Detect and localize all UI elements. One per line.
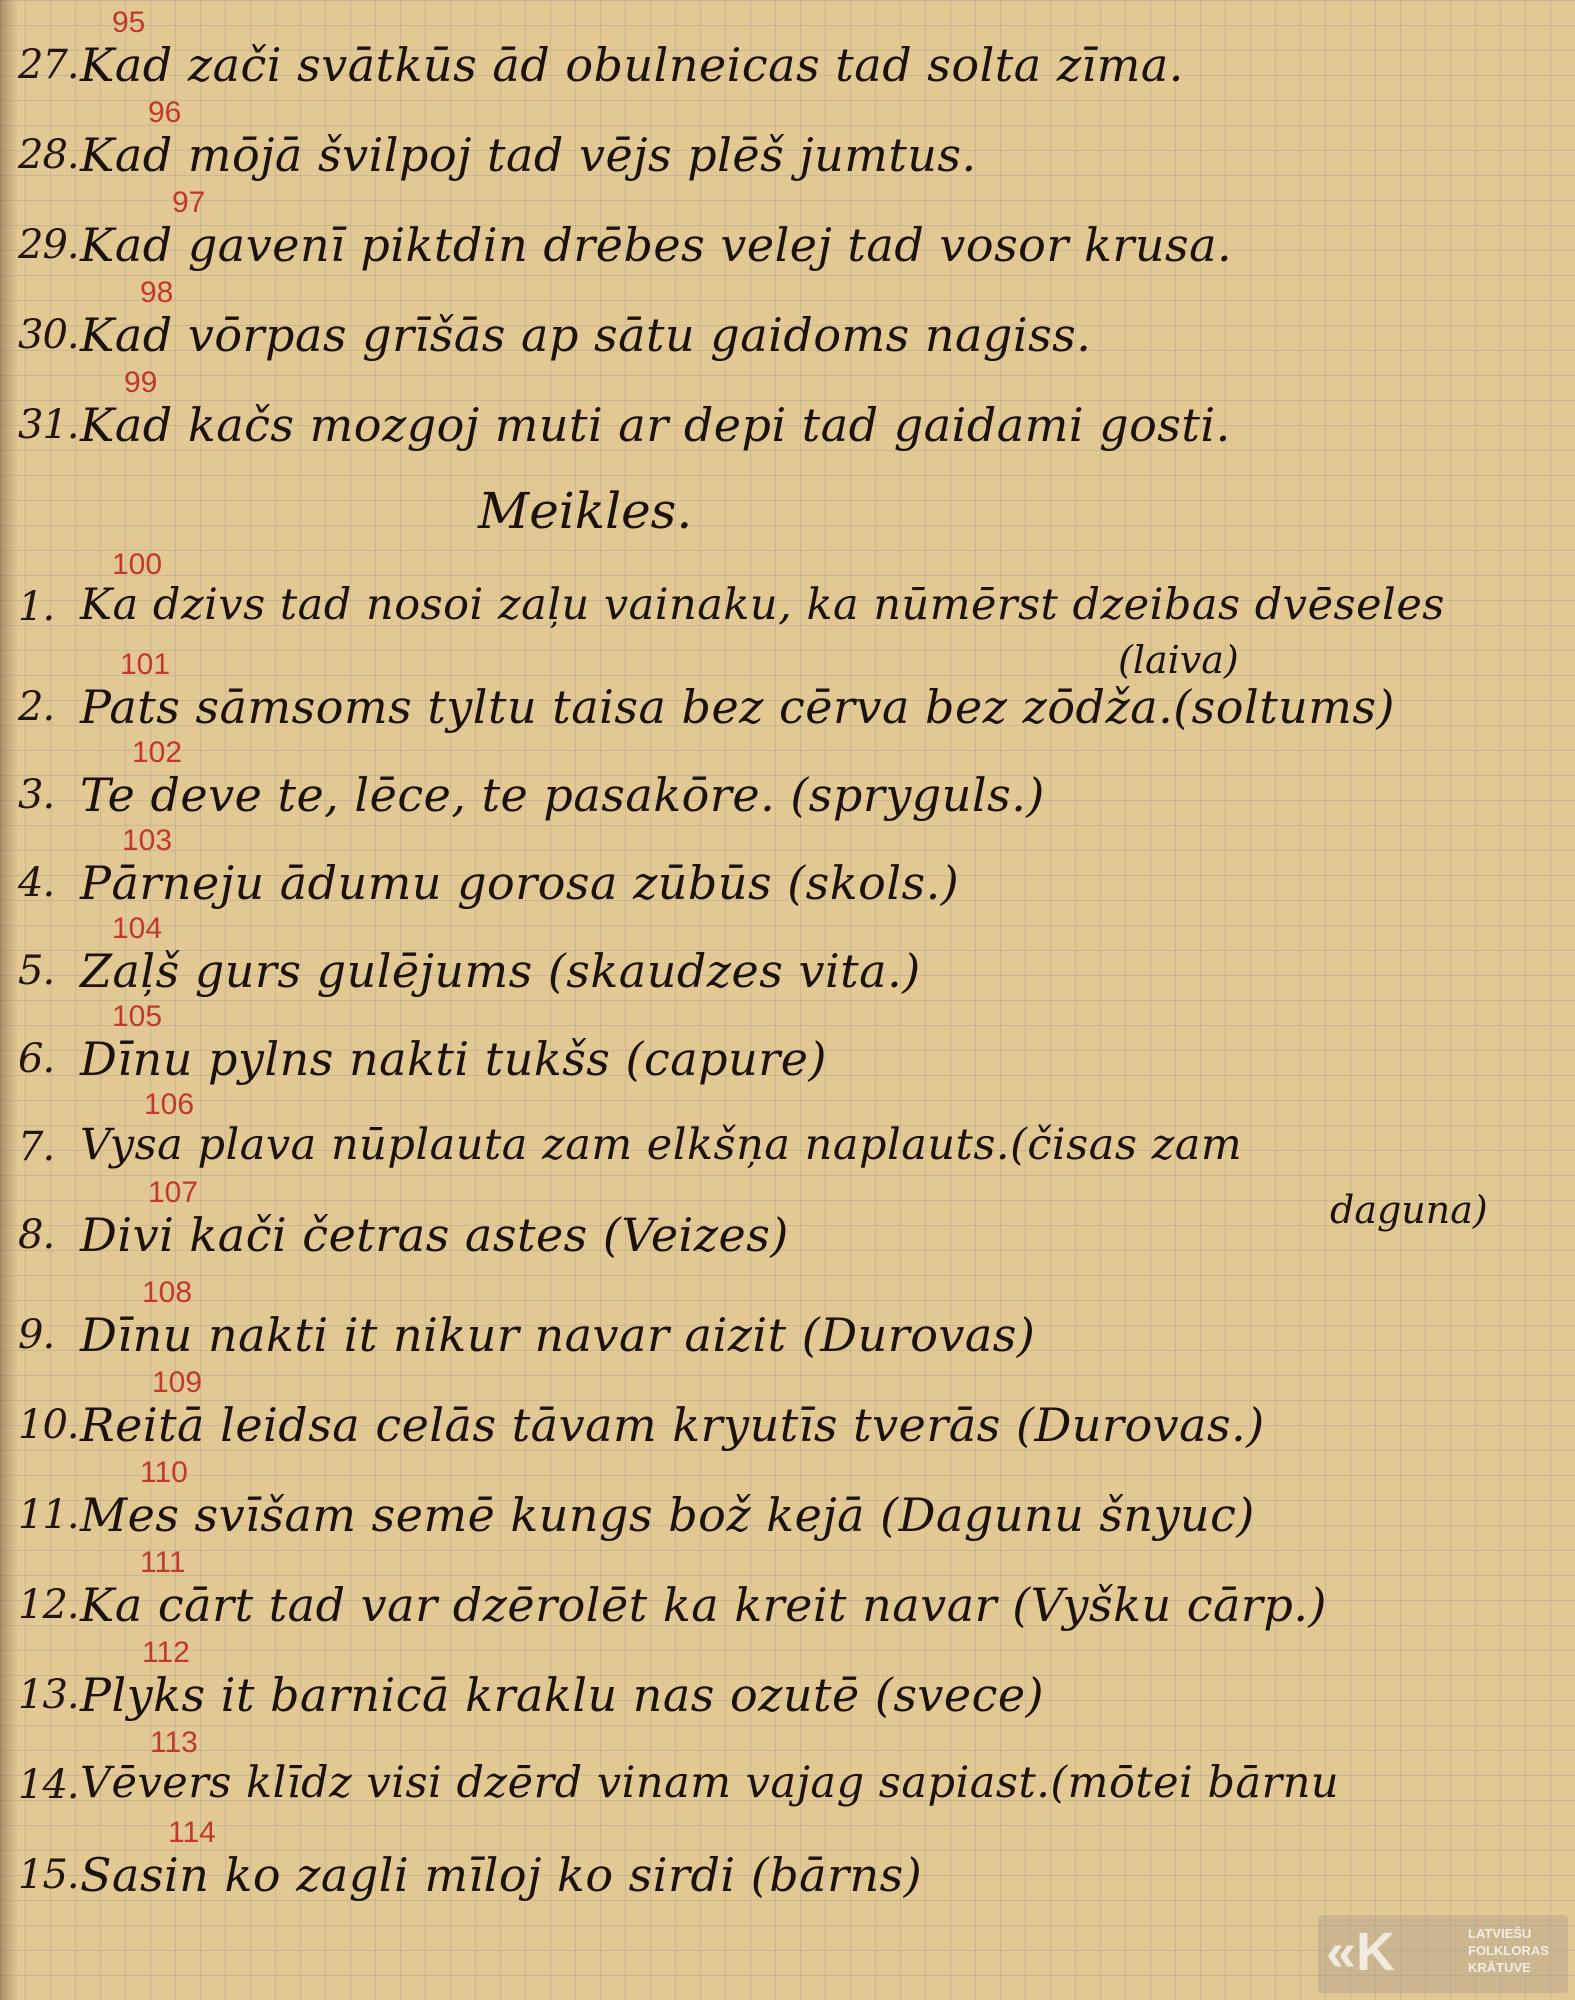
entry-number: 10. <box>18 1402 79 1448</box>
entry-text: Zaļš gurs gulējums (skaudzes vita.) <box>80 944 921 998</box>
archive-ref-number: 105 <box>112 1000 163 1033</box>
entry-text: Plyks it barnicā kraklu nas ozutē (svece) <box>80 1668 1045 1722</box>
entry-number: 28. <box>18 132 79 178</box>
entry-text: Pārneju ādumu gorosa zūbūs (skols.) <box>80 856 960 910</box>
list-item <box>0 912 1575 1012</box>
archive-ref-number: 112 <box>142 1636 190 1669</box>
archive-ref-number: 113 <box>150 1726 198 1759</box>
entry-number: 4. <box>18 860 55 906</box>
entry-number: 12. <box>18 1582 79 1628</box>
entry-number: 29. <box>18 222 79 268</box>
entry-number: 5. <box>18 948 55 994</box>
archive-ref-number: 106 <box>144 1088 195 1121</box>
entry-text: Kad gavenī piktdin drēbes velej tad vosor krusa. <box>80 218 1233 272</box>
list-item <box>0 736 1575 836</box>
list-item <box>0 548 1575 648</box>
list-item <box>0 1000 1575 1100</box>
list-item <box>0 1366 1575 1466</box>
archive-ref-number: 102 <box>132 736 183 769</box>
entry-text: Divi kači četras astes (Veizes) <box>80 1208 789 1262</box>
entry-text: Sasin ko zagli mīloj ko sirdi (bārns) <box>80 1848 923 1902</box>
archive-ref-number: 103 <box>122 824 173 857</box>
margin-note-answer: (laiva) <box>1118 638 1239 682</box>
logo-text: LATVIEŠU FOLKLORAS KRĀTUVE <box>1468 1926 1549 1975</box>
list-item <box>0 1176 1575 1276</box>
list-item <box>0 1456 1575 1556</box>
entry-text: Reitā leidsa celās tāvam kryutīs tverās (Durovas.) <box>80 1398 1265 1452</box>
entry-number: 2. <box>18 684 55 730</box>
archive-ref-number: 110 <box>140 1456 188 1489</box>
entry-text: Ka dzivs tad nosoi zaļu vainaku, ka nūmērst dzeibas dvēseles <box>80 580 1445 630</box>
list-item <box>0 186 1575 286</box>
archive-ref-number: 108 <box>142 1276 193 1309</box>
entry-text: Dīnu pylns nakti tukšs (capure) <box>80 1032 827 1086</box>
entry-number: 7. <box>18 1124 55 1170</box>
archive-ref-number: 99 <box>124 366 158 399</box>
entry-number: 31. <box>18 402 79 448</box>
archive-ref-number: 107 <box>148 1176 199 1209</box>
archive-ref-number: 114 <box>168 1816 216 1849</box>
archive-logo <box>1318 1915 1568 1993</box>
entry-text: Kad vōrpas grīšās ap sātu gaidoms nagiss. <box>80 308 1092 362</box>
list-item <box>0 1816 1575 1916</box>
list-item <box>0 1088 1575 1188</box>
archive-ref-number: 111 <box>140 1546 186 1579</box>
entry-number: 11. <box>18 1492 79 1538</box>
list-item <box>0 96 1575 196</box>
entry-text: Vēvers klīdz visi dzērd vinam vajag sapiast.(mōtei bārnu <box>80 1758 1340 1808</box>
entry-number: 13. <box>18 1672 79 1718</box>
entry-text: Kad kačs mozgoj muti ar depi tad gaidami gosti. <box>80 398 1231 452</box>
entry-text: Vysa plava nūplauta zam elkšņa naplauts.(čisas zam <box>80 1120 1243 1170</box>
archive-ref-number: 96 <box>148 96 182 129</box>
list-item <box>0 1276 1575 1376</box>
archive-ref-number: 98 <box>140 276 174 309</box>
entry-number: 30. <box>18 312 79 358</box>
entry-number: 15. <box>18 1852 79 1898</box>
archive-ref-number: 95 <box>112 6 146 39</box>
entry-text: Kad zači svātkūs ād obulneicas tad solta zīma. <box>80 38 1184 92</box>
list-item <box>0 1636 1575 1736</box>
archive-ref-number: 109 <box>152 1366 203 1399</box>
entry-text: Te deve te, lēce, te pasakōre. (spryguls.) <box>80 768 1045 822</box>
entry-text: Ka cārt tad var dzērolēt ka kreit navar (Vyšku cārp.) <box>80 1578 1327 1632</box>
entry-number: 14. <box>18 1762 79 1808</box>
section-title: Meikles. <box>478 482 693 540</box>
list-item <box>0 1726 1575 1826</box>
entry-number: 1. <box>18 584 55 630</box>
entry-number: 8. <box>18 1212 55 1258</box>
entry-text: Pats sāmsoms tyltu taisa bez cērva bez zōdža.(soltums) <box>80 680 1395 734</box>
entry-number: 27. <box>18 42 79 88</box>
list-item <box>0 366 1575 466</box>
entry-number: 9. <box>18 1312 55 1358</box>
margin-note-answer: daguna) <box>1330 1188 1488 1232</box>
list-item <box>0 648 1575 748</box>
entry-text: Mes svīšam semē kungs bož kejā (Dagunu šnyuc) <box>80 1488 1255 1542</box>
archive-ref-number: 101 <box>120 648 171 681</box>
entry-text: Dīnu nakti it nikur navar aizit (Durovas) <box>80 1308 1036 1362</box>
archive-ref-number: 104 <box>112 912 163 945</box>
list-item <box>0 824 1575 924</box>
entry-text: Kad mōjā švilpoj tad vējs plēš jumtus. <box>80 128 977 182</box>
entry-number: 3. <box>18 772 55 818</box>
list-item <box>0 276 1575 376</box>
list-item <box>0 1546 1575 1646</box>
logo-mark-icon: «K <box>1326 1922 1396 1982</box>
archive-ref-number: 100 <box>112 548 163 581</box>
archive-ref-number: 97 <box>172 186 206 219</box>
list-item <box>0 6 1575 106</box>
entry-number: 6. <box>18 1036 55 1082</box>
